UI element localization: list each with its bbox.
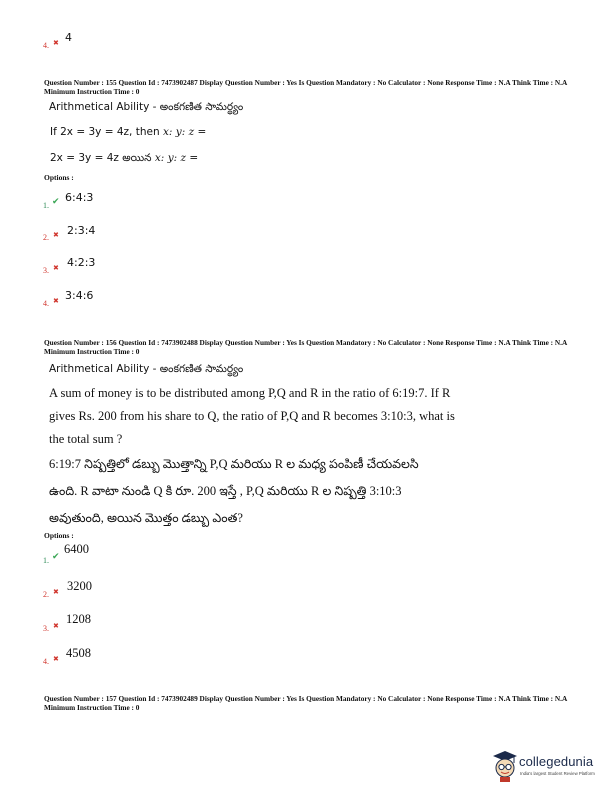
- question-text-part: =: [186, 152, 199, 164]
- math-expression: x: y: z: [154, 152, 187, 164]
- options-label: Options :: [44, 173, 74, 182]
- question-text-te: ఉంది. R వాటా నుండి Q కి రూ. 200 ఇస్తే , P,Q మరియు R ల నిష్పత్తి 3:10:3: [49, 484, 402, 498]
- question-meta: Question Number : 155 Question Id : 7473902487 Display Question Number : Yes Is Question Mandatory : No Calculator : None Response Time : N.A Think Time : N.A Minimum Instruction Time : 0: [44, 78, 567, 96]
- check-icon: ✔: [52, 552, 60, 562]
- logo-tagline: India's largest Student Review Platform: [520, 771, 595, 776]
- option-value: 1208: [66, 612, 91, 626]
- question-text-part: =: [194, 126, 207, 138]
- options-label: Options :: [44, 531, 74, 540]
- cross-icon: ✖: [53, 39, 59, 47]
- cross-icon: ✖: [53, 297, 59, 305]
- question-meta: Question Number : 157 Question Id : 7473902489 Display Question Number : Yes Is Question Mandatory : No Calculator : None Response Time : N.A Think Time : N.A Minimum Instruction Time : 0: [44, 694, 567, 712]
- question-text-en: gives Rs. 200 from his share to Q, the ratio of P,Q and R becomes 3:10:3, what is: [49, 409, 455, 423]
- question-text-te: అవుతుంది, అయిన మొత్తం డబ్బు ఎంత?: [49, 511, 243, 525]
- option-value: 4: [65, 31, 72, 44]
- option-number: 4.: [43, 299, 49, 308]
- collegedunia-logo: [492, 750, 604, 784]
- cross-icon: ✖: [53, 264, 59, 272]
- check-icon: ✔: [52, 197, 60, 207]
- section-label: Arithmetical Ability - అంకగణిత సామర్థ్యం: [49, 101, 244, 113]
- cross-icon: ✖: [53, 655, 59, 663]
- option-number: 4.: [43, 41, 49, 50]
- option-number: 4.: [43, 657, 49, 666]
- option-value: 2:3:4: [67, 224, 96, 237]
- option-number: 1.: [43, 556, 49, 565]
- question-text-en: [50, 126, 206, 138]
- question-text-en: A sum of money is to be distributed among P,Q and R in the ratio of 6:19:7. If R: [49, 386, 451, 400]
- option-number: 2.: [43, 590, 49, 599]
- logo-name: collegedunia: [519, 754, 594, 769]
- option-value: 3200: [67, 579, 92, 593]
- graduate-mascot-icon: [492, 750, 518, 782]
- option-number: 2.: [43, 233, 49, 242]
- cross-icon: ✖: [53, 622, 59, 630]
- section-label: Arithmetical Ability - అంకగణిత సామర్థ్యం: [49, 363, 244, 375]
- option-value: 3:4:6: [65, 289, 94, 302]
- question-meta: Question Number : 156 Question Id : 7473902488 Display Question Number : Yes Is Question Mandatory : No Calculator : None Response Time : N.A Think Time : N.A Minimum Instruction Time : 0: [44, 338, 567, 356]
- question-text-en: the total sum ?: [49, 432, 123, 446]
- cross-icon: ✖: [53, 588, 59, 596]
- question-text-part: 2x = 3y = 4z: [50, 152, 119, 164]
- option-value: 4508: [66, 646, 91, 660]
- question-text-part: అయిన: [118, 152, 155, 164]
- question-text-te: [50, 152, 198, 167]
- option-value: 4:2:3: [67, 256, 96, 269]
- math-expression: x: y: z: [162, 126, 195, 138]
- option-number: 1.: [43, 201, 49, 210]
- cross-icon: ✖: [53, 231, 59, 239]
- question-text-part: If 2x = 3y = 4z, then: [50, 126, 160, 138]
- option-number: 3.: [43, 266, 49, 275]
- option-value: 6:4:3: [65, 191, 94, 204]
- question-text-te: 6:19:7 నిష్పత్తిలో డబ్బు మొత్తాన్ని P,Q మరియు R ల మధ్య పంపిణీ చేయవలసి: [49, 457, 419, 471]
- option-value: 6400: [64, 542, 89, 556]
- option-number: 3.: [43, 624, 49, 633]
